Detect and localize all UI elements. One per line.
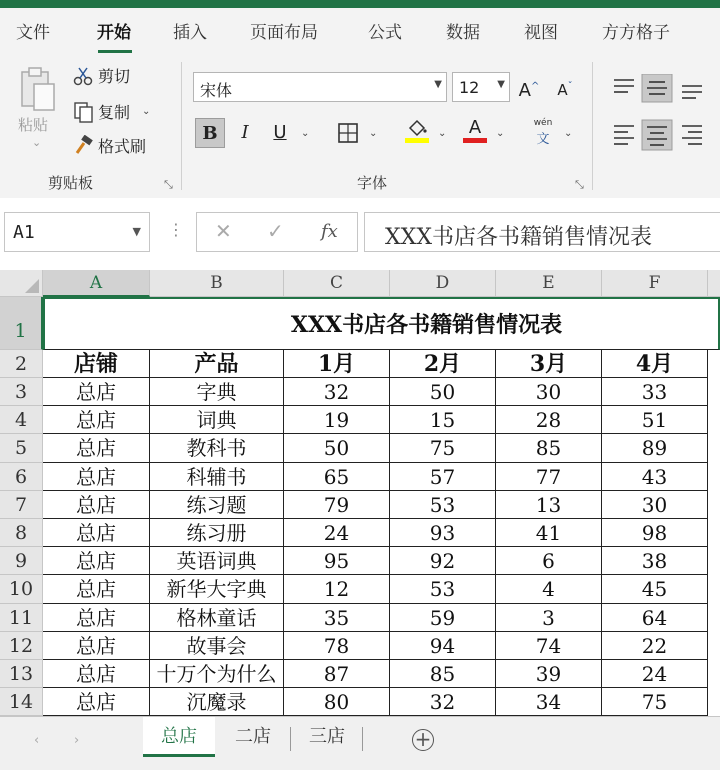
formula-bar (0, 198, 720, 270)
column-header-c[interactable]: C (284, 270, 390, 297)
table-cell[interactable]: 92 (390, 547, 496, 575)
borders-button[interactable] (333, 118, 363, 148)
row-header[interactable]: 5 (0, 434, 43, 462)
sheet-tab-second[interactable]: 二店 (235, 726, 271, 747)
table-cell[interactable]: 35 (284, 604, 390, 632)
sheet-tab-main[interactable]: 总店 (143, 717, 215, 757)
format-painter-label: 格式刷 (98, 137, 147, 156)
table-cell[interactable]: 50 (284, 434, 390, 462)
column-header-d[interactable]: D (390, 270, 496, 297)
font-name-combo[interactable] (193, 72, 447, 102)
table-cell[interactable]: 45 (602, 575, 708, 603)
header-cell[interactable]: 店铺 (43, 350, 150, 378)
table-cell[interactable]: 53 (390, 575, 496, 603)
table-cell[interactable]: 41 (496, 519, 602, 547)
table-cell[interactable]: 3 (496, 604, 602, 632)
fill-bucket-icon (404, 116, 430, 144)
tab-fangfang-gezi[interactable]: 方方格子 (602, 23, 670, 43)
table-cell[interactable]: 93 (390, 519, 496, 547)
table-cell[interactable]: 总店 (43, 688, 150, 716)
ribbon-tabs (0, 8, 720, 56)
paste-label: 粘贴 (18, 116, 49, 134)
chevron-down-icon[interactable]: ⌄ (438, 128, 447, 139)
table-cell[interactable]: 总店 (43, 575, 150, 603)
alignment-buttons (610, 74, 720, 154)
chevron-down-icon[interactable]: ⌄ (369, 128, 378, 139)
row-header[interactable]: 9 (0, 547, 43, 575)
table-cell[interactable]: 75 (390, 434, 496, 462)
dialog-launcher-icon[interactable]: ⤡ (575, 178, 584, 191)
table-cell[interactable]: 30 (496, 378, 602, 406)
borders-icon (337, 122, 359, 144)
row-header[interactable]: 10 (0, 575, 43, 603)
column-header-a[interactable]: A (43, 270, 150, 297)
row-header[interactable]: 7 (0, 491, 43, 519)
table-cell[interactable]: 34 (496, 688, 602, 716)
sheet-tab-third[interactable]: 三店 (309, 726, 345, 747)
table-cell[interactable]: 故事会 (150, 632, 284, 660)
table-cell[interactable]: 94 (390, 632, 496, 660)
align-bottom-icon[interactable] (682, 86, 702, 98)
table-cell[interactable]: 33 (602, 378, 708, 406)
table-cell[interactable]: 22 (602, 632, 708, 660)
table-cell[interactable]: 英语词典 (150, 547, 284, 575)
font-group-label: 字体 (357, 174, 388, 192)
prev-sheet-icon[interactable]: ‹ (34, 733, 40, 748)
cut-button[interactable] (72, 64, 130, 87)
font-color-letter: A (468, 117, 482, 138)
copy-label: 复制 (98, 103, 131, 122)
table-cell[interactable]: 74 (496, 632, 602, 660)
align-top-icon[interactable] (614, 80, 634, 92)
row-header[interactable]: 3 (0, 378, 43, 406)
header-cell[interactable]: 2月 (390, 350, 496, 378)
table-cell[interactable]: 89 (602, 434, 708, 462)
sheet-tab-bar (0, 716, 720, 770)
tab-file[interactable]: 文件 (16, 23, 50, 43)
phonetic-pinyin: wén (533, 118, 553, 128)
row-header[interactable]: 4 (0, 406, 43, 434)
font-size-value: 12 (459, 78, 480, 97)
column-header-e[interactable]: E (496, 270, 602, 297)
select-all-icon (25, 279, 39, 293)
table-cell[interactable]: 6 (496, 547, 602, 575)
table-cell[interactable]: 85 (496, 434, 602, 462)
table-cell[interactable]: 80 (284, 688, 390, 716)
table-cell[interactable]: 64 (602, 604, 708, 632)
table-cell[interactable]: 53 (390, 491, 496, 519)
row-header[interactable]: 13 (0, 660, 43, 688)
table-cell[interactable]: 4 (496, 575, 602, 603)
row-header[interactable]: 14 (0, 688, 43, 716)
row-header[interactable]: 6 (0, 463, 43, 491)
clipboard-group-label: 剪贴板 (48, 174, 94, 192)
tab-view[interactable]: 视图 (524, 23, 558, 43)
add-sheet-icon[interactable]: + (412, 729, 434, 751)
underline-button[interactable]: U (273, 122, 287, 143)
table-cell[interactable]: 总店 (43, 604, 150, 632)
header-cell[interactable]: 产品 (150, 350, 284, 378)
table-cell[interactable]: 51 (602, 406, 708, 434)
tab-page-layout[interactable]: 页面布局 (250, 23, 318, 43)
chevron-down-icon: ⌄ (32, 136, 42, 149)
table-cell[interactable]: 字典 (150, 378, 284, 406)
table-cell[interactable]: 43 (602, 463, 708, 491)
tab-insert[interactable]: 插入 (173, 23, 207, 43)
table-cell[interactable]: 30 (602, 491, 708, 519)
tab-home[interactable]: 开始 (97, 23, 131, 43)
align-left-icon[interactable] (614, 126, 634, 144)
font-color-button[interactable] (460, 116, 490, 146)
table-cell[interactable]: 总店 (43, 463, 150, 491)
chevron-down-icon: ▼ (497, 79, 505, 90)
table-cell[interactable]: 总店 (43, 406, 150, 434)
insert-function-icon[interactable]: fx (321, 221, 338, 242)
table-cell[interactable]: 总店 (43, 491, 150, 519)
name-box-value: A1 (13, 222, 35, 243)
tab-divider (362, 727, 363, 751)
table-cell[interactable]: 格林童话 (150, 604, 284, 632)
chevron-down-icon: ▼ (434, 79, 442, 90)
table-cell[interactable]: 95 (284, 547, 390, 575)
table-cell[interactable]: 总店 (43, 547, 150, 575)
table-cell[interactable]: 39 (496, 660, 602, 688)
table-cell[interactable]: 科辅书 (150, 463, 284, 491)
fill-color-button[interactable] (402, 116, 432, 146)
group-divider (592, 62, 593, 190)
header-cell[interactable]: 1月 (284, 350, 390, 378)
row-header[interactable]: 8 (0, 519, 43, 547)
paste-icon (18, 66, 58, 112)
chevron-down-icon[interactable]: ▼ (132, 225, 141, 238)
table-cell[interactable]: 教科书 (150, 434, 284, 462)
formula-actions (196, 212, 358, 252)
row-header-2[interactable]: 2 (0, 350, 43, 378)
table-cell[interactable]: 98 (602, 519, 708, 547)
format-painter-icon (72, 135, 94, 157)
column-header-f[interactable]: F (602, 270, 708, 297)
table-cell[interactable]: 78 (284, 632, 390, 660)
formula-value: XXX书店各书籍销售情况表 (385, 225, 652, 250)
phonetic-guide-button[interactable] (526, 118, 560, 147)
cut-label: 剪切 (98, 67, 131, 86)
font-color-swatch (463, 138, 487, 143)
cancel-icon[interactable]: ✕ (215, 219, 232, 243)
table-cell[interactable]: 28 (496, 406, 602, 434)
table-cell[interactable]: 24 (602, 660, 708, 688)
table-cell[interactable]: 38 (602, 547, 708, 575)
shrink-font-button[interactable]: $A^ˇ$ (557, 81, 573, 99)
header-cell[interactable]: 3月 (496, 350, 602, 378)
table-cell[interactable]: 59 (390, 604, 496, 632)
table-cell[interactable]: 85 (390, 660, 496, 688)
dialog-launcher-icon[interactable]: ⤡ (164, 178, 173, 191)
chevron-down-icon[interactable]: ⌄ (564, 128, 573, 139)
chevron-down-icon[interactable]: ⌄ (301, 128, 310, 139)
table-cell[interactable]: 12 (284, 575, 390, 603)
phonetic-char: 文 (536, 132, 550, 147)
sheet-title-cell[interactable]: XXX书店各书籍销售情况表 (43, 297, 720, 350)
table-cell[interactable]: 87 (284, 660, 390, 688)
table-cell[interactable]: 新华大字典 (150, 575, 284, 603)
shrink-font-icon: A (557, 81, 568, 99)
enter-icon[interactable]: ✓ (267, 219, 284, 243)
tab-formulas[interactable]: 公式 (368, 23, 402, 43)
active-tab-indicator (98, 50, 132, 53)
table-cell[interactable]: 13 (496, 491, 602, 519)
table-cell[interactable]: 77 (496, 463, 602, 491)
italic-button[interactable]: I (241, 122, 249, 143)
name-box[interactable] (4, 212, 150, 252)
font-name-value: 宋体 (200, 81, 233, 100)
column-header-g[interactable] (708, 270, 720, 297)
grow-font-icon: A (518, 80, 531, 101)
row-header[interactable]: 12 (0, 632, 43, 660)
chevron-down-icon: ⌄ (142, 106, 151, 117)
row-header-1[interactable]: 1 (0, 297, 43, 350)
table-cell[interactable]: 总店 (43, 434, 150, 462)
table-cell[interactable]: 24 (284, 519, 390, 547)
table-cell[interactable]: 总店 (43, 378, 150, 406)
table-cell[interactable]: 57 (390, 463, 496, 491)
font-size-combo[interactable] (452, 72, 510, 102)
header-cell[interactable]: 4月 (602, 350, 708, 378)
more-options-icon[interactable]: ⋮ (168, 220, 184, 239)
table-cell[interactable]: 十万个为什么 (150, 660, 284, 688)
table-cell[interactable]: 75 (602, 688, 708, 716)
bold-button[interactable]: B (195, 118, 225, 148)
ribbon-home (0, 56, 720, 199)
tab-data[interactable]: 数据 (446, 23, 480, 43)
scissors-icon (72, 65, 94, 87)
table-cell[interactable]: 沉魔录 (150, 688, 284, 716)
table-cell[interactable]: 15 (390, 406, 496, 434)
row-header[interactable]: 11 (0, 604, 43, 632)
table-cell[interactable]: 50 (390, 378, 496, 406)
copy-button[interactable] (72, 100, 150, 123)
table-cell[interactable]: 32 (390, 688, 496, 716)
tab-divider (290, 727, 291, 751)
table-cell[interactable]: 32 (284, 378, 390, 406)
select-all-button[interactable] (0, 270, 43, 297)
table-cell[interactable]: 练习册 (150, 519, 284, 547)
column-header-b[interactable]: B (150, 270, 284, 297)
chevron-down-icon[interactable]: ⌄ (496, 128, 505, 139)
table-cell[interactable]: 65 (284, 463, 390, 491)
table-cell[interactable]: 总店 (43, 632, 150, 660)
grow-font-button[interactable]: A^ (518, 80, 540, 101)
copy-icon (72, 101, 94, 123)
title-bar-strip (0, 0, 720, 8)
table-cell[interactable]: 词典 (150, 406, 284, 434)
group-divider (181, 62, 182, 190)
next-sheet-icon[interactable]: › (74, 733, 80, 748)
table-cell[interactable]: 总店 (43, 660, 150, 688)
format-painter-button[interactable] (72, 134, 146, 157)
formula-input[interactable] (364, 212, 720, 252)
table-cell[interactable]: 79 (284, 491, 390, 519)
align-right-icon[interactable] (682, 126, 702, 144)
table-cell[interactable]: 练习题 (150, 491, 284, 519)
table-cell[interactable]: 19 (284, 406, 390, 434)
table-cell[interactable]: 总店 (43, 519, 150, 547)
